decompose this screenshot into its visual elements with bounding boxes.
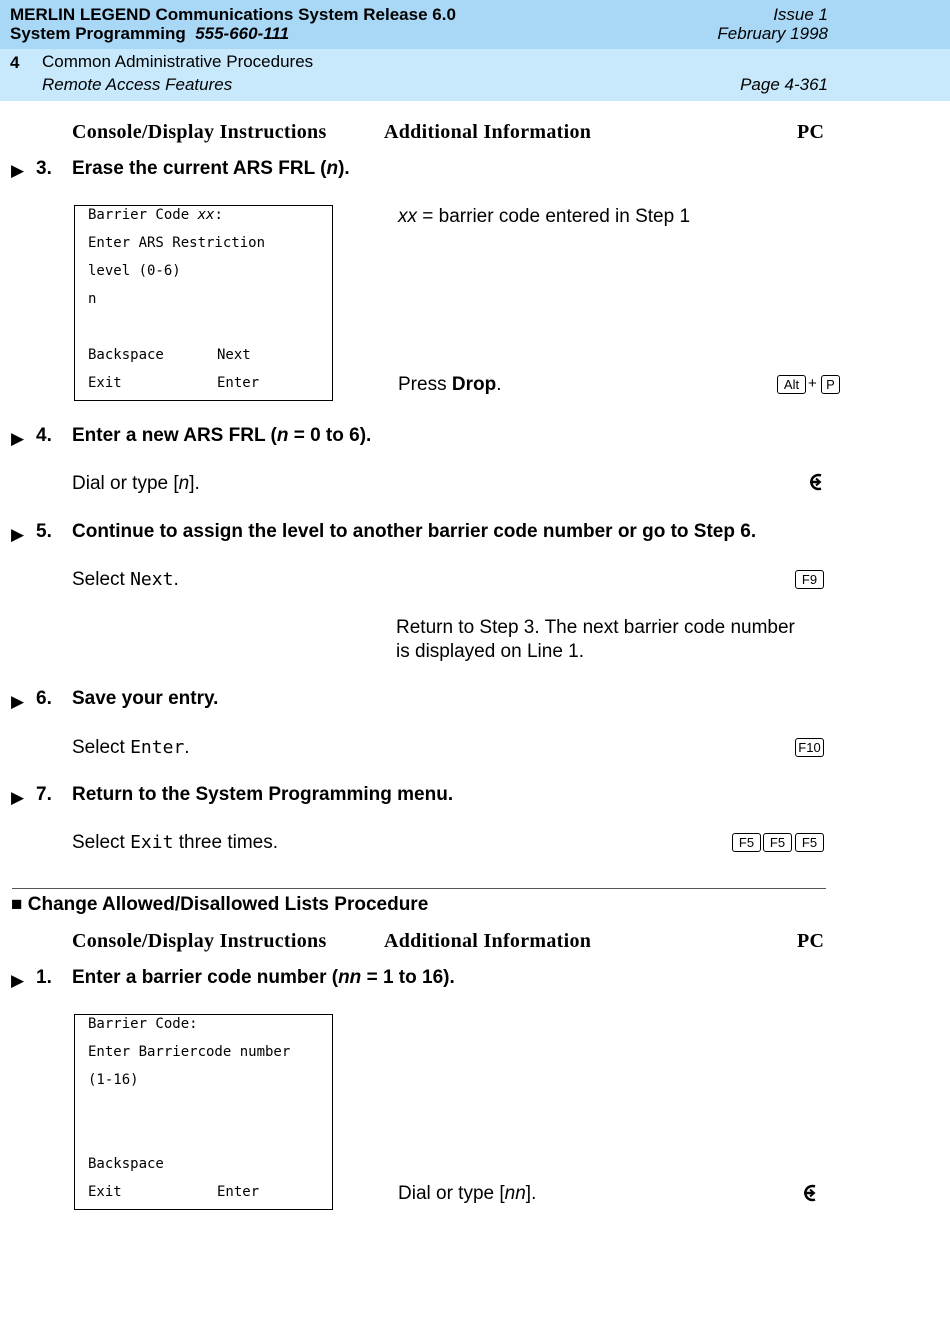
column-heading-console: Console/Display Instructions xyxy=(72,930,327,952)
display-screen xyxy=(74,205,333,401)
select-text: Select xyxy=(72,737,131,758)
screen-variable: xx xyxy=(197,207,215,223)
procedure-title: Change Allowed/Disallowed Lists Procedure xyxy=(27,894,429,915)
document-title: MERLIN LEGEND Communications System Release 6.0 xyxy=(10,5,456,24)
f5-key: F5 xyxy=(732,833,761,852)
dial-return-icon xyxy=(799,1183,821,1203)
f5-key: F5 xyxy=(763,833,792,852)
screen-line-2: Enter Barriercode number xyxy=(88,1044,291,1060)
screen-softkey-backspace[interactable]: Backspace xyxy=(88,347,164,363)
step-title: Save your entry. xyxy=(72,688,219,709)
dial-text: Dial or type [ xyxy=(398,1183,505,1204)
right-triangle-icon: ▶ xyxy=(11,692,25,711)
column-heading-info: Additional Information xyxy=(384,930,592,952)
f9-key: F9 xyxy=(795,570,824,589)
step-number: 4. xyxy=(36,425,52,446)
step-number: 7. xyxy=(36,784,52,805)
right-triangle-icon: ▶ xyxy=(11,525,25,544)
dial-variable: n xyxy=(178,473,190,494)
dial-instruction xyxy=(72,473,200,495)
select-text: . xyxy=(173,569,179,590)
screen-softkey-exit[interactable]: Exit xyxy=(88,1184,122,1200)
step-title-variable: nn xyxy=(338,967,362,988)
square-bullet-icon: ■ xyxy=(11,894,23,915)
procedure-heading xyxy=(11,894,428,916)
select-text: . xyxy=(184,737,190,758)
screen-softkey-enter[interactable]: Enter xyxy=(217,375,260,391)
step-title xyxy=(72,425,371,447)
dial-text: ]. xyxy=(525,1183,537,1204)
step-title: Continue to assign the level to another barrier code number or go to Step 6. xyxy=(72,521,757,542)
issue-label: Issue 1 xyxy=(773,5,828,24)
press-text: Press xyxy=(398,374,452,395)
info-line-2: is displayed on Line 1. xyxy=(396,641,585,662)
screen-line-1: Barrier Code: xyxy=(88,1016,198,1032)
dial-instruction xyxy=(398,1183,536,1205)
select-instruction xyxy=(72,737,190,759)
info-text xyxy=(398,206,690,228)
document-subtitle xyxy=(10,24,289,44)
select-text: Select xyxy=(72,569,131,590)
right-triangle-icon: ▶ xyxy=(11,971,25,990)
step-title-text: Enter a new ARS FRL ( xyxy=(72,425,277,446)
issue-date: February 1998 xyxy=(717,24,828,43)
dial-text: Dial or type [ xyxy=(72,473,179,494)
step-number: 5. xyxy=(36,521,52,542)
step-title-text: = 0 to 6). xyxy=(288,425,372,446)
display-screen xyxy=(74,1014,333,1210)
step-title-text: ). xyxy=(338,158,350,179)
step-title-variable: n xyxy=(276,425,289,446)
screen-line-1 xyxy=(88,207,223,223)
subtitle-text: System Programming xyxy=(10,24,186,43)
press-text: . xyxy=(496,374,502,395)
screen-line-4: n xyxy=(88,291,97,307)
info-line-1: Return to Step 3. The next barrier code number xyxy=(396,617,795,638)
column-heading-info: Additional Information xyxy=(384,121,592,143)
step-number: 3. xyxy=(36,158,52,179)
dial-variable: nn xyxy=(504,1183,526,1204)
screen-softkey-enter[interactable]: Enter xyxy=(217,1184,260,1200)
select-instruction xyxy=(72,832,278,854)
select-instruction xyxy=(72,569,179,591)
screen-line-3: level (0-6) xyxy=(88,263,181,279)
right-triangle-icon: ▶ xyxy=(11,429,25,448)
screen-softkey-backspace[interactable]: Backspace xyxy=(88,1156,164,1172)
right-triangle-icon: ▶ xyxy=(11,161,25,180)
screen-text: Barrier Code xyxy=(88,207,198,223)
screen-softkey-exit[interactable]: Exit xyxy=(88,375,122,391)
page-number: Page 4-361 xyxy=(740,75,828,94)
dial-return-icon xyxy=(805,472,827,492)
chapter-title: Common Administrative Procedures xyxy=(42,52,314,71)
column-heading-pc: PC xyxy=(797,121,825,143)
select-softkey: Exit xyxy=(130,832,174,853)
step-number: 6. xyxy=(36,688,52,709)
doc-number: 555-660-111 xyxy=(195,24,290,43)
info-text-body: = barrier code entered in Step 1 xyxy=(417,206,691,227)
key-plus: + xyxy=(808,375,817,392)
select-softkey: Enter xyxy=(130,737,185,758)
section-title: Remote Access Features xyxy=(42,75,233,94)
screen-softkey-next[interactable]: Next xyxy=(217,347,251,363)
step-title-variable: n xyxy=(326,158,339,179)
screen-line-2: Enter ARS Restriction xyxy=(88,235,266,251)
step-number: 1. xyxy=(36,967,52,988)
step-title-text: = 1 to 16). xyxy=(361,967,455,988)
press-key-name: Drop xyxy=(451,374,497,395)
column-heading-pc: PC xyxy=(797,930,825,952)
select-text: three times. xyxy=(173,832,278,853)
press-instruction xyxy=(398,374,501,396)
p-key: P xyxy=(821,375,840,394)
step-title xyxy=(72,967,455,989)
step-title: Return to the System Programming menu. xyxy=(72,784,454,805)
f5-key: F5 xyxy=(795,833,824,852)
select-text: Select xyxy=(72,832,131,853)
dial-text: ]. xyxy=(189,473,200,494)
column-heading-console: Console/Display Instructions xyxy=(72,121,327,143)
select-softkey: Next xyxy=(130,569,174,590)
screen-line-3: (1-16) xyxy=(88,1072,139,1088)
f10-key: F10 xyxy=(795,738,824,757)
chapter-number: 4 xyxy=(10,53,20,72)
right-triangle-icon: ▶ xyxy=(11,788,25,807)
step-title-text: Enter a barrier code number ( xyxy=(72,967,339,988)
step-title xyxy=(72,158,350,180)
alt-key: Alt xyxy=(777,375,806,394)
screen-text: : xyxy=(214,207,223,223)
info-variable: xx xyxy=(398,206,417,227)
section-divider xyxy=(12,888,826,889)
step-title-text: Erase the current ARS FRL ( xyxy=(72,158,327,179)
